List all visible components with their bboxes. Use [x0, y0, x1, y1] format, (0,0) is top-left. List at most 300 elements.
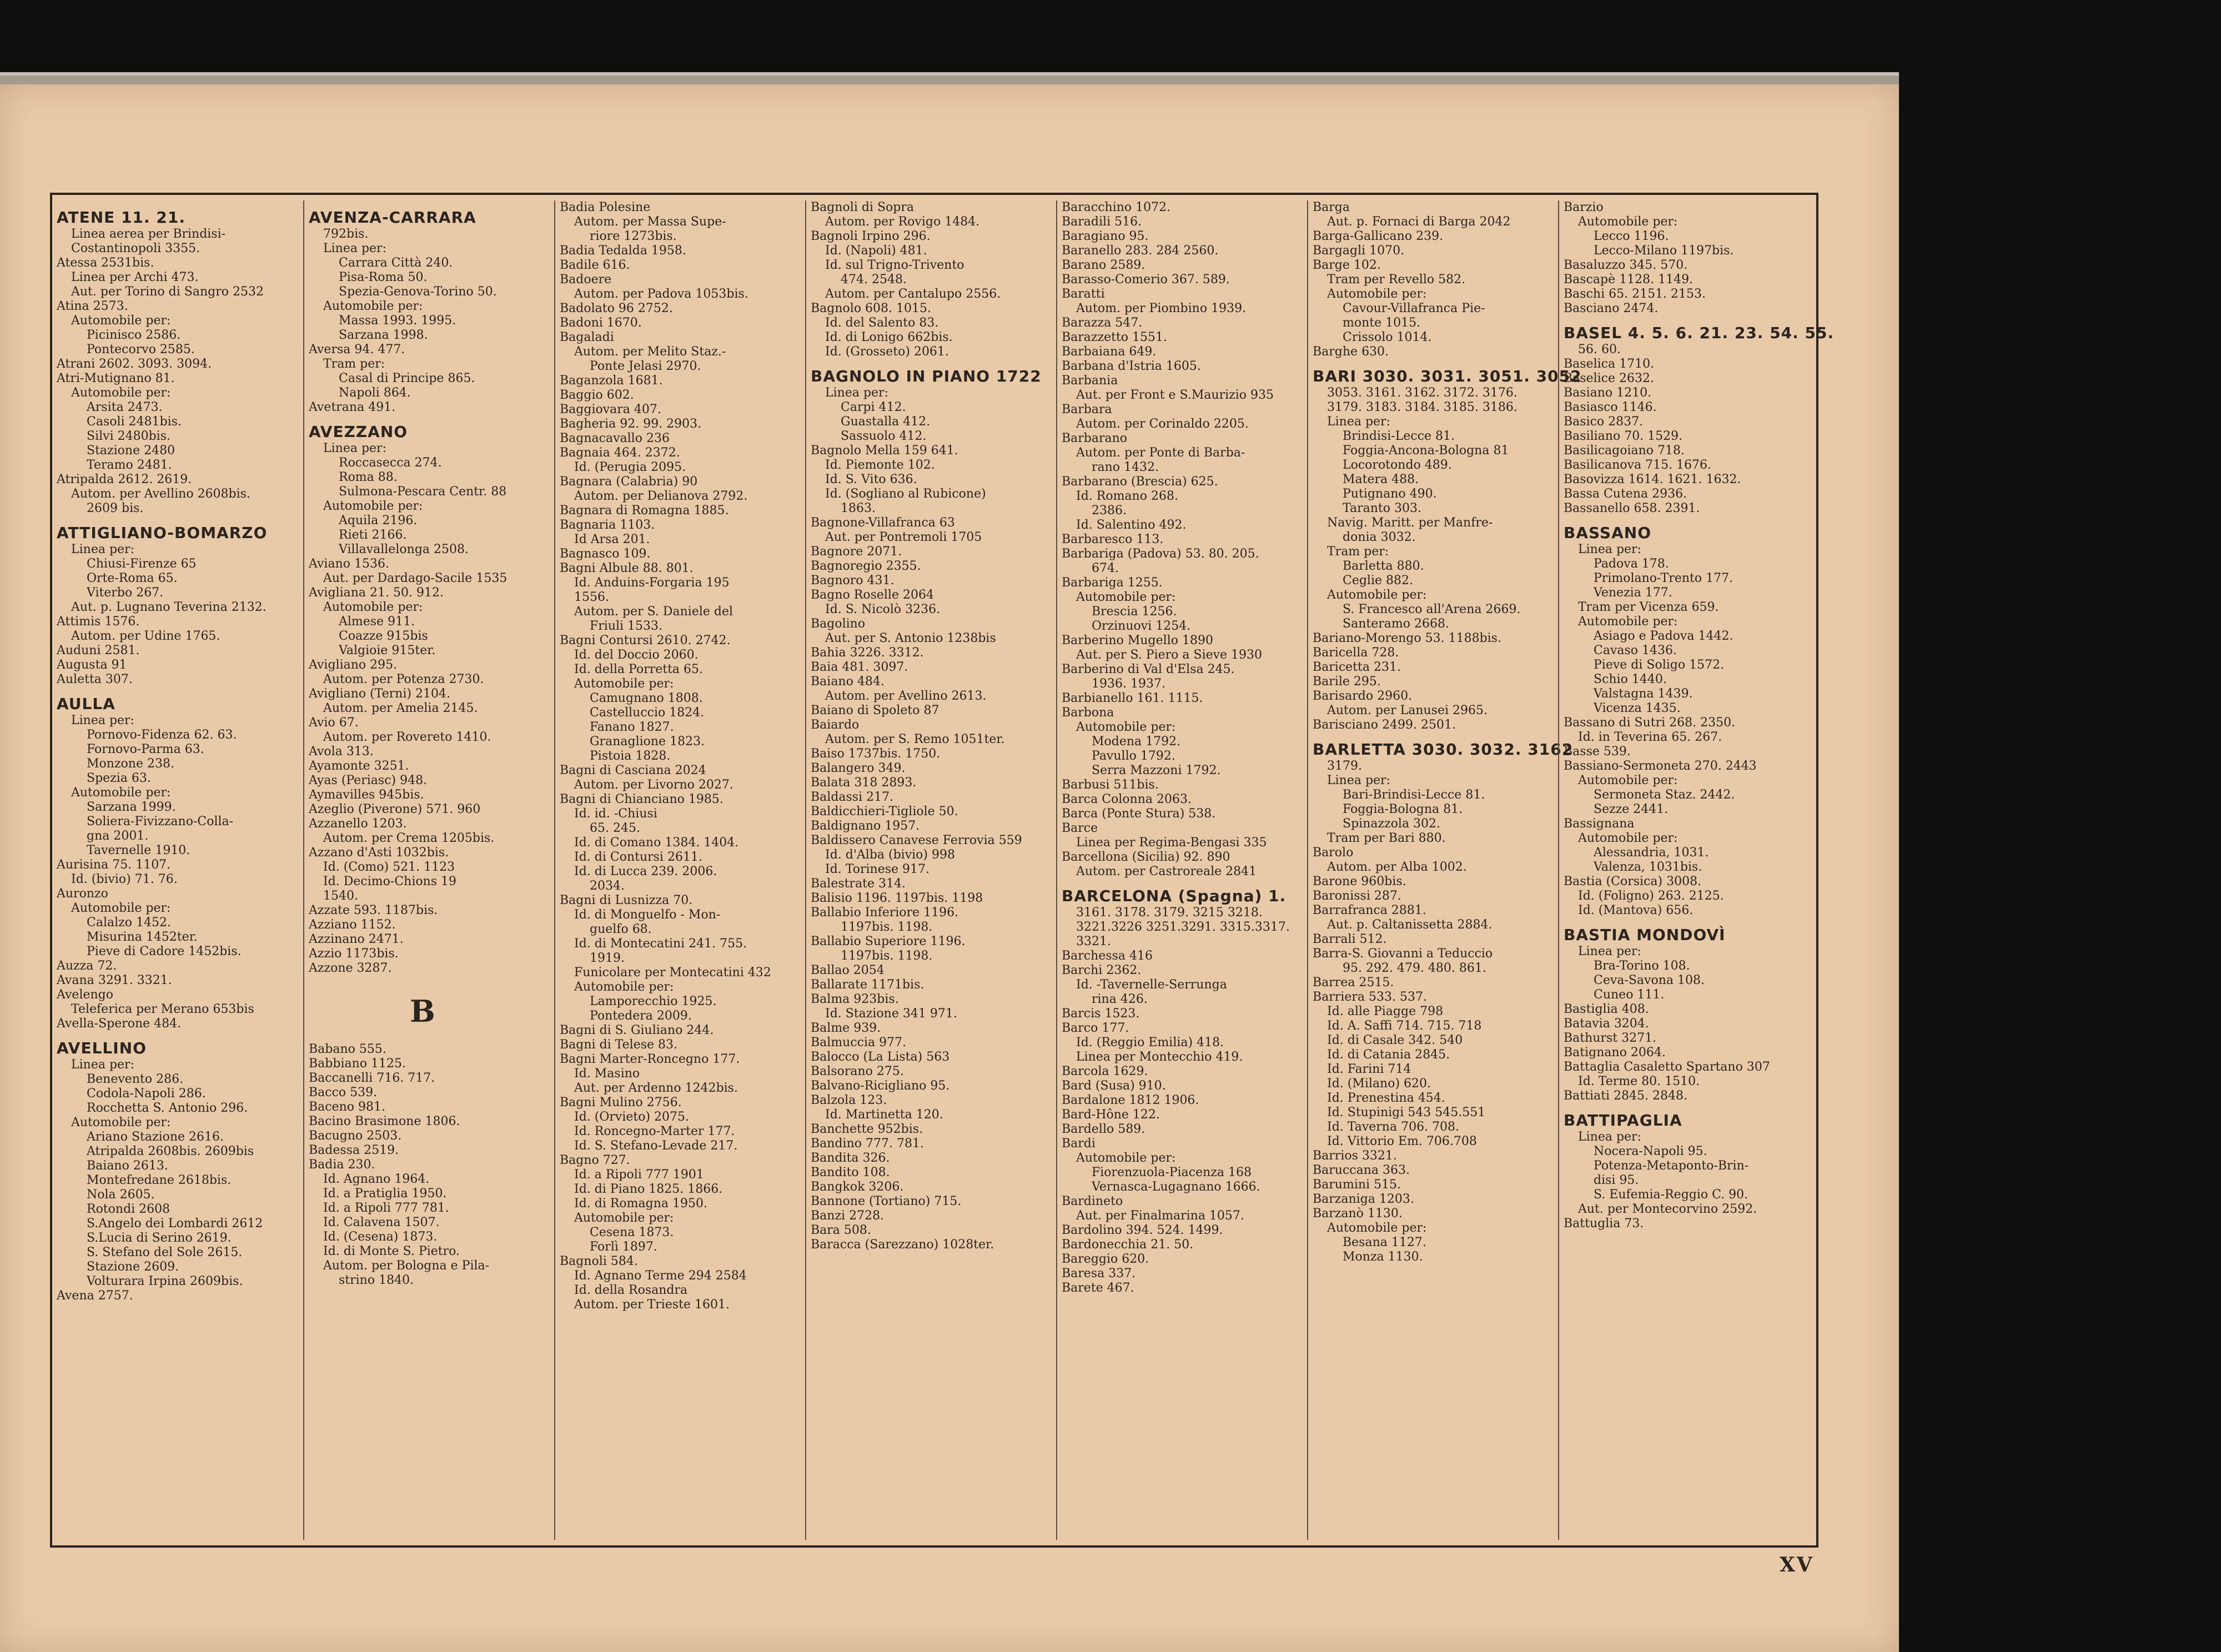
index-entry: Baganzola 1681.	[560, 374, 663, 388]
index-entry: Almese 911.	[339, 615, 415, 629]
index-entry: Id. di Contursi 2611.	[574, 850, 702, 864]
index-entry: Basilicanova 715. 1676.	[1564, 458, 1712, 472]
index-entry: Id. Torinese 917.	[825, 862, 929, 876]
index-entry: 65. 245.	[590, 821, 640, 835]
index-entry: Barumini 515.	[1313, 1178, 1401, 1192]
index-entry: Bari-Brindisi-Lecce 81.	[1343, 788, 1485, 802]
index-entry: Bagni di Lusnizza 70.	[560, 893, 693, 907]
index-entry: Automobile per:	[1076, 1151, 1176, 1165]
index-entry: Badessa 2519.	[309, 1143, 399, 1157]
index-entry: Baresa 337.	[1062, 1267, 1136, 1281]
index-entry: Id. (Como) 521. 1123	[323, 860, 455, 874]
index-entry: Monzone 238.	[87, 757, 174, 771]
index-entry: Barbara	[1062, 403, 1112, 416]
index-entry: Autom. per Lanusei 2965.	[1327, 704, 1488, 717]
index-entry: Avola 313.	[309, 745, 374, 759]
index-entry: Ballao 2054	[811, 963, 885, 977]
index-entry: Ayas (Periasc) 948.	[309, 774, 428, 787]
index-entry: Automobile per:	[323, 499, 423, 513]
index-entry: Barazzetto 1551.	[1062, 330, 1168, 344]
index-entry: Bagni Contursi 2610. 2742.	[560, 634, 731, 647]
index-entry: Tram per Vicenza 659.	[1578, 600, 1719, 614]
index-entry: Sassuolo 412.	[841, 429, 927, 443]
index-entry: Bagni di S. Giuliano 244.	[560, 1023, 714, 1037]
index-entry: Id. (Sogliano al Rubicone)	[825, 487, 986, 501]
index-entry: Id. Anduins-Forgaria 195	[574, 576, 730, 590]
index-entry: Id. di Monte S. Pietro.	[323, 1244, 460, 1258]
index-entry: Barbariga (Padova) 53. 80. 205.	[1062, 547, 1259, 561]
index-entry: Avetrana 491.	[309, 400, 396, 414]
index-entry: Taranto 303.	[1343, 501, 1421, 515]
index-entry: Badoni 1670.	[560, 316, 642, 330]
index-entry: Fiorenzuola-Piacenza 168	[1092, 1166, 1252, 1179]
index-entry: Azzio 1173bis.	[309, 947, 399, 961]
index-entry: Costantinopoli 3355.	[71, 242, 200, 255]
index-entry: Automobile per:	[71, 901, 171, 915]
index-entry: Id. S. Nicolò 3236.	[825, 602, 941, 616]
index-entry: Bra-Torino 108.	[1594, 959, 1690, 973]
index-entry: Baranello 283. 284 2560.	[1062, 244, 1219, 258]
index-entry: Aurisina 75. 1107.	[57, 858, 171, 872]
index-entry: Pavullo 1792.	[1092, 749, 1175, 763]
index-entry: Bahia 3226. 3312.	[811, 646, 924, 660]
index-entry: Avigliana 21. 50. 912.	[309, 586, 444, 600]
index-entry: Avigliano (Terni) 2104.	[309, 687, 450, 701]
index-entry: Sezze 2441.	[1594, 802, 1669, 816]
index-entry: S.Angelo dei Lombardi 2612	[87, 1217, 263, 1231]
index-entry: Barbarano (Brescia) 625.	[1062, 475, 1218, 489]
index-entry: 1197bis. 1198.	[841, 920, 933, 934]
index-entry: Atessa 2531bis.	[57, 256, 154, 270]
index-entry: Avigliano 295.	[309, 658, 398, 672]
index-entry: Barone 960bis.	[1313, 875, 1406, 888]
index-entry: Aut. per S. Piero a Sieve 1930	[1076, 648, 1263, 662]
index-entry: Valgioie 915ter.	[339, 644, 436, 657]
index-entry: Valenza, 1031bis.	[1594, 860, 1702, 874]
index-entry: Bagnaria 1103.	[560, 518, 655, 532]
index-entry: Id. -Tavernelle-Serrunga	[1076, 978, 1227, 992]
index-entry: Basse 539.	[1564, 745, 1631, 759]
index-entry: Linea per:	[1327, 415, 1390, 429]
index-entry: Bagno Roselle 2064	[811, 588, 934, 602]
index-entry: Tavernelle 1910.	[87, 843, 190, 857]
index-entry: 1863.	[841, 501, 876, 515]
index-entry: Bagolino	[811, 617, 866, 631]
index-entry: Navig. Maritt. per Manfre-	[1327, 516, 1493, 530]
index-entry: Badia Polesine	[560, 200, 651, 214]
index-entry: Bassanello 658. 2391.	[1564, 501, 1700, 515]
index-entry: Bastia (Corsica) 3008.	[1564, 875, 1702, 888]
index-entry: Automobile per:	[1327, 1221, 1427, 1235]
index-entry: Id. a Ripoli 777 1901	[574, 1168, 704, 1182]
index-entry: Barga	[1313, 200, 1350, 214]
index-entry: Teramo 2481.	[87, 458, 172, 472]
index-entry: Barberino di Val d'Elsa 245.	[1062, 662, 1235, 676]
index-entry: Linea aerea per Brindisi-	[71, 227, 226, 241]
index-entry: Basciano 2474.	[1564, 302, 1659, 315]
index-entry: Balata 318 2893.	[811, 776, 917, 790]
index-entry: Autom. per Cantalupo 2556.	[825, 287, 1001, 301]
index-entry: Spezia-Genova-Torino 50.	[339, 285, 497, 299]
index-entry: Automobile per:	[1327, 588, 1427, 602]
index-heading: AVELLINO	[57, 1039, 147, 1057]
index-entry: Id. Stazione 341 971.	[825, 1007, 957, 1021]
index-entry: Autom. per Udine 1765.	[71, 629, 220, 643]
index-entry: Azzano d'Asti 1032bis.	[309, 846, 449, 860]
index-entry: Fornovo-Parma 63.	[87, 742, 204, 756]
index-entry: Balsorano 275.	[811, 1064, 904, 1078]
index-entry: Bandita 326.	[811, 1151, 890, 1165]
index-entry: Basilicagoiano 718.	[1564, 444, 1685, 458]
index-entry: Ceva-Savona 108.	[1594, 973, 1705, 987]
index-entry: Id. Agnano 1964.	[323, 1172, 430, 1186]
index-entry: Barzio	[1564, 200, 1604, 214]
index-entry: Id. (Orvieto) 2075.	[574, 1110, 690, 1124]
index-entry: Badia 230.	[309, 1158, 375, 1172]
index-entry: Bassa Cutena 2936.	[1564, 487, 1687, 501]
index-entry: Automobile per:	[71, 386, 171, 400]
index-entry: Brindisi-Lecce 81.	[1343, 429, 1455, 443]
index-entry: Barra-S. Giovanni a Teduccio	[1313, 947, 1493, 961]
index-entry: Baiano di Spoleto 87	[811, 704, 939, 717]
index-entry: Autom. per Corinaldo 2205.	[1076, 417, 1249, 431]
index-entry: Id. Piemonte 102.	[825, 458, 935, 472]
index-entry: Id. (Cesena) 1873.	[323, 1230, 438, 1244]
index-entry: strino 1840.	[339, 1273, 414, 1287]
index-entry: Id. di Comano 1384. 1404.	[574, 836, 739, 850]
index-entry: Id. S. Vito 636.	[825, 473, 917, 486]
column-2	[303, 200, 541, 1540]
index-entry: Aut. p. Caltanissetta 2884.	[1327, 918, 1493, 932]
index-entry: Avio 67.	[309, 716, 359, 730]
index-entry: Aut. p. Lugnano Teverina 2132.	[71, 600, 267, 614]
index-entry: Balisio 1196. 1197bis. 1198	[811, 891, 983, 905]
index-entry: Arsita 2473.	[87, 400, 163, 414]
index-entry: Bagnone-Villafranca 63	[811, 516, 955, 530]
index-entry: Casoli 2481bis.	[87, 415, 182, 429]
index-entry: Vicenza 1435.	[1594, 701, 1681, 715]
index-entry: Linea per:	[825, 386, 888, 400]
index-entry: Pieve di Soligo 1572.	[1594, 658, 1725, 672]
index-entry: Primolano-Trento 177.	[1594, 571, 1733, 585]
index-entry: Barca Colonna 2063.	[1062, 792, 1192, 806]
index-entry: Automobile per:	[1578, 831, 1678, 845]
index-entry: Bagnoro 431.	[811, 574, 895, 588]
column-6	[1307, 200, 1582, 1540]
index-heading: BAGNOLO IN PIANO 1722	[811, 367, 1042, 385]
column-3	[554, 200, 792, 1540]
index-entry: Baselica 1710.	[1564, 357, 1655, 371]
index-entry: 674.	[1092, 561, 1119, 575]
index-entry: Battiati 2845. 2848.	[1564, 1089, 1687, 1103]
index-entry: Barga-Gallicano 239.	[1313, 229, 1444, 243]
index-entry: Bardello 589.	[1062, 1122, 1145, 1136]
index-entry: Linea per:	[323, 441, 386, 455]
index-entry: Aut. per S. Antonio 1238bis	[825, 631, 996, 645]
index-entry: Id. della Rosandra	[574, 1283, 688, 1297]
index-entry: 3179. 3183. 3184. 3185. 3186.	[1327, 400, 1517, 414]
index-entry: Bagni di Chianciano 1985.	[560, 792, 723, 806]
index-entry: Bagnacavallo 236	[560, 431, 670, 445]
index-entry: Nola 2605.	[87, 1188, 155, 1202]
index-entry: Id. di Lucca 239. 2006.	[574, 865, 717, 878]
index-entry: Basiano 1210.	[1564, 386, 1652, 400]
index-entry: Autom. per Potenza 2730.	[323, 672, 484, 686]
index-entry: Pisa-Roma 50.	[339, 270, 428, 284]
index-entry: Bardineto	[1062, 1194, 1123, 1208]
index-heading: AVENZA-CARRARA	[309, 208, 476, 227]
index-entry: Coazze 915bis	[339, 629, 428, 643]
index-heading: BATTIPAGLIA	[1564, 1111, 1682, 1129]
index-entry: Roma 88.	[339, 470, 398, 484]
index-entry: Putignano 490.	[1343, 487, 1437, 501]
index-entry: Guastalla 412.	[841, 415, 931, 429]
index-heading: BASSANO	[1564, 524, 1651, 542]
index-entry: Baratti	[1062, 287, 1105, 301]
index-entry: Codola-Napoli 286.	[87, 1087, 206, 1101]
index-entry: Azzinano 2471.	[309, 932, 404, 946]
index-entry: Bagnoli Irpino 296.	[811, 229, 931, 243]
index-entry: Ballabio Inferiore 1196.	[811, 906, 959, 920]
index-entry: Aymavilles 945bis.	[309, 788, 424, 802]
index-entry: Friuli 1533.	[590, 619, 663, 633]
index-entry: Id. Farini 714	[1327, 1062, 1411, 1076]
index-entry: Auduni 2581.	[57, 644, 140, 657]
index-entry: Id. del Doccio 2060.	[574, 648, 699, 662]
index-entry: Barazza 547.	[1062, 316, 1143, 330]
index-entry: Balestrate 314.	[811, 877, 906, 891]
index-entry: Spinazzola 302.	[1343, 817, 1441, 831]
index-entry: Id. (Reggio Emilia) 418.	[1076, 1036, 1224, 1050]
index-entry: Barrali 512.	[1313, 932, 1387, 946]
index-entry: Granaglione 1823.	[590, 735, 705, 749]
index-entry: Bard-Hône 122.	[1062, 1108, 1160, 1122]
index-entry: Aversa 94. 477.	[309, 343, 405, 356]
index-entry: Pontedera 2009.	[590, 1009, 692, 1023]
index-entry: Id. di Montecatini 241. 755.	[574, 937, 747, 951]
index-entry: Baschi 65. 2151. 2153.	[1564, 287, 1706, 301]
index-entry: Basiliano 70. 1529.	[1564, 429, 1683, 443]
index-entry: Bagni di Telese 83.	[560, 1038, 678, 1052]
index-entry: Avena 2757.	[57, 1289, 133, 1303]
index-entry: 1936. 1937.	[1092, 677, 1165, 691]
index-entry: Bagni Albule 88. 801.	[560, 561, 694, 575]
index-entry: Autom. per Rovereto 1410.	[323, 730, 491, 744]
index-entry: Aut. p. Fornaci di Barga 2042	[1327, 215, 1511, 229]
index-entry: Automobile per:	[323, 299, 423, 313]
column-1	[52, 200, 290, 1540]
index-entry: Battuglia 73.	[1564, 1217, 1644, 1231]
index-entry: Bagnolo 608. 1015.	[811, 302, 932, 315]
index-entry: Baricetta 231.	[1313, 660, 1401, 674]
index-entry: Baiso 1737bis. 1750.	[811, 747, 941, 761]
index-entry: Monza 1130.	[1343, 1250, 1423, 1264]
index-entry: Besana 1127.	[1343, 1236, 1426, 1249]
index-entry: Baiardo	[811, 718, 860, 732]
index-entry: Orzinuovi 1254.	[1092, 619, 1191, 633]
index-entry: Autom. per Avellino 2608bis.	[71, 487, 250, 501]
index-entry: Id. (Milano) 620.	[1327, 1077, 1431, 1091]
index-entry: Barbania	[1062, 374, 1118, 388]
index-entry: 1919.	[590, 951, 625, 965]
index-entry: Bagnara di Romagna 1885.	[560, 504, 729, 518]
index-entry: Baracca (Sarezzano) 1028ter.	[811, 1238, 994, 1252]
index-entry: Tram per Revello 582.	[1327, 273, 1466, 287]
index-entry: Automobile per:	[1076, 590, 1176, 604]
index-entry: Autom. per Crema 1205bis.	[323, 831, 495, 845]
index-entry: Tram per:	[1327, 545, 1389, 559]
index-entry: Barzaniga 1203.	[1313, 1192, 1414, 1206]
index-entry: Volturara Irpina 2609bis.	[87, 1274, 243, 1288]
index-entry: Autom. per Piombino 1939.	[1076, 302, 1247, 315]
index-entry: Id. S. Stefano-Levade 217.	[574, 1139, 738, 1153]
index-entry: Bascapè 1128. 1149.	[1564, 273, 1694, 287]
index-entry: Automobile per:	[574, 980, 674, 994]
index-entry: Ballabio Superiore 1196.	[811, 935, 966, 948]
index-entry: Aut. per Finalmarina 1057.	[1076, 1209, 1244, 1223]
index-entry: Id. Masino	[574, 1067, 640, 1081]
index-entry: S.Lucia di Serino 2619.	[87, 1231, 232, 1245]
index-entry: disi 95.	[1594, 1173, 1639, 1187]
index-entry: Id. Calavena 1507.	[323, 1216, 440, 1229]
index-entry: Ballarate 1171bis.	[811, 978, 924, 992]
index-entry: Badolato 96 2752.	[560, 302, 673, 315]
index-entry: Aquila 2196.	[339, 514, 418, 528]
index-entry: Linea per Regima-Bengasi 335	[1076, 836, 1267, 850]
index-entry: Aut. per Montecorvino 2592.	[1578, 1202, 1757, 1216]
index-entry: Barisciano 2499. 2501.	[1313, 718, 1456, 732]
index-entry: Sarzana 1999.	[87, 800, 176, 814]
index-entry: Barete 467.	[1062, 1281, 1134, 1295]
index-entry: Barrios 3321.	[1313, 1149, 1397, 1163]
index-entry: Id. (Foligno) 263. 2125.	[1578, 889, 1724, 903]
index-entry: Bagaladi	[560, 330, 614, 344]
index-heading: BARI 3030. 3031. 3051. 3052	[1313, 367, 1582, 385]
index-entry: Linea per:	[1327, 774, 1390, 787]
index-entry: 3179.	[1327, 759, 1362, 773]
index-heading: BASTIA MONDOVÌ	[1564, 926, 1726, 944]
index-entry: Baccanelli 716. 717.	[309, 1071, 435, 1085]
index-heading: BARLETTA 3030. 3032. 3162	[1313, 740, 1574, 759]
index-entry: Balzola 123.	[811, 1093, 887, 1107]
index-entry: Rotondi 2608	[87, 1202, 170, 1216]
index-entry: Balangero 349.	[811, 761, 906, 775]
index-entry: Automobile per:	[574, 1211, 674, 1225]
index-entry: Id. a Ripoli 777 781.	[323, 1201, 449, 1215]
index-entry: Calalzo 1452.	[87, 916, 171, 930]
index-entry: Cesena 1873.	[590, 1226, 674, 1239]
index-entry: Automobile per:	[1578, 215, 1678, 229]
index-heading: AVEZZANO	[309, 423, 408, 441]
index-entry: Baceno 981.	[309, 1100, 386, 1114]
index-entry: Massa 1993. 1995.	[339, 314, 456, 328]
index-entry: Balmuccia 977.	[811, 1036, 907, 1050]
index-entry: Bacco 539.	[309, 1086, 378, 1099]
index-entry: Id. di Catania 2845.	[1327, 1048, 1450, 1062]
index-entry: Serra Mazzoni 1792.	[1092, 764, 1221, 777]
index-entry: Barchi 2362.	[1062, 963, 1142, 977]
index-entry: Id. di Romagna 1950.	[574, 1197, 708, 1211]
index-entry: Aut. per Dardago-Sacile 1535	[323, 571, 507, 585]
index-entry: Id. Salentino 492.	[1076, 518, 1187, 532]
index-entry: Id. di Casale 342. 540	[1327, 1033, 1463, 1047]
index-entry: Baragiano 95.	[1062, 229, 1149, 243]
index-entry: Forlì 1897.	[590, 1240, 657, 1254]
index-entry: Cavaso 1436.	[1594, 644, 1677, 657]
index-entry: Id. a Pratiglia 1950.	[323, 1187, 447, 1201]
index-entry: Linea per:	[1578, 543, 1641, 556]
index-entry: Viterbo 267.	[87, 586, 164, 600]
index-entry: Santeramo 2668.	[1343, 617, 1449, 631]
index-entry: Barriera 533. 537.	[1313, 990, 1427, 1004]
index-entry: Fanano 1827.	[590, 720, 674, 734]
index-entry: 2386.	[1092, 504, 1127, 518]
index-entry: Tram per Bari 880.	[1327, 831, 1446, 845]
index-entry: Sermoneta Staz. 2442.	[1594, 788, 1735, 802]
index-entry: Rieti 2166.	[339, 528, 407, 542]
index-entry: Carrara Città 240.	[339, 256, 453, 270]
index-entry: Barolo	[1313, 846, 1354, 860]
index-entry: Barco 177.	[1062, 1021, 1129, 1035]
index-entry: Azzone 3287.	[309, 961, 392, 975]
index-entry: Bassano di Sutri 268. 2350.	[1564, 716, 1736, 730]
index-entry: Barbianello 161. 1115.	[1062, 691, 1203, 705]
index-entry: Baracchino 1072.	[1062, 200, 1171, 214]
index-entry: Avana 3291. 3321.	[57, 973, 172, 987]
index-entry: Barasso-Comerio 367. 589.	[1062, 273, 1230, 287]
index-entry: Banzi 2728.	[811, 1209, 885, 1223]
index-entry: Pieve di Cadore 1452bis.	[87, 945, 242, 958]
index-entry: Badia Tedalda 1958.	[560, 244, 686, 258]
index-entry: Autom. per Amelia 2145.	[323, 701, 478, 715]
index-entry: Foggia-Bologna 81.	[1343, 802, 1463, 816]
index-entry: Barberino Mugello 1890	[1062, 634, 1213, 647]
index-entry: Automobile per:	[1578, 774, 1678, 787]
index-entry: Baronissi 287.	[1313, 889, 1401, 903]
index-entry: Vernasca-Lugagnano 1666.	[1092, 1180, 1260, 1194]
index-entry: Linea per Archi 473.	[71, 270, 199, 284]
index-entry: Barrea 2515.	[1313, 976, 1394, 990]
index-entry: Bacugno 2503.	[309, 1129, 402, 1143]
index-entry: Venezia 177.	[1594, 586, 1672, 600]
index-entry: Barchessa 416	[1062, 949, 1153, 963]
index-heading: ATTIGLIANO-BOMARZO	[57, 524, 268, 542]
index-entry: Bassignana	[1564, 817, 1635, 831]
index-entry: Badile 616.	[560, 258, 630, 272]
index-entry: Automobile per:	[1076, 720, 1176, 734]
index-entry: Bagnolo Mella 159 641.	[811, 444, 958, 458]
index-entry: Benevento 286.	[87, 1072, 184, 1086]
index-entry: Bastiglia 408.	[1564, 1002, 1649, 1016]
index-entry: Autom. per S. Daniele del	[574, 605, 733, 619]
index-entry: Foggia-Ancona-Bologna 81	[1343, 444, 1509, 458]
index-entry: Bagni Mulino 2756.	[560, 1096, 682, 1109]
index-entry: Atri-Mutignano 81.	[57, 371, 175, 385]
index-entry: rano 1432.	[1092, 460, 1159, 474]
index-entry: Silvi 2480bis.	[87, 429, 170, 443]
index-entry: Automobile per:	[71, 1116, 171, 1129]
index-entry: Id. Vittorio Em. 706.708	[1327, 1134, 1477, 1148]
index-entry: 1556.	[574, 590, 609, 604]
index-entry: Bacino Brasimone 1806.	[309, 1114, 460, 1128]
index-entry: Carpi 412.	[841, 400, 906, 414]
index-entry: Atrani 2602. 3093. 3094.	[57, 357, 212, 371]
index-entry: Baricella 728.	[1313, 646, 1399, 660]
index-entry: Casal di Principe 865.	[339, 371, 475, 385]
index-entry: Modena 1792.	[1092, 735, 1181, 749]
index-entry: Linea per:	[71, 714, 134, 727]
index-entry: Cavour-Villafranca Pie-	[1343, 302, 1485, 315]
